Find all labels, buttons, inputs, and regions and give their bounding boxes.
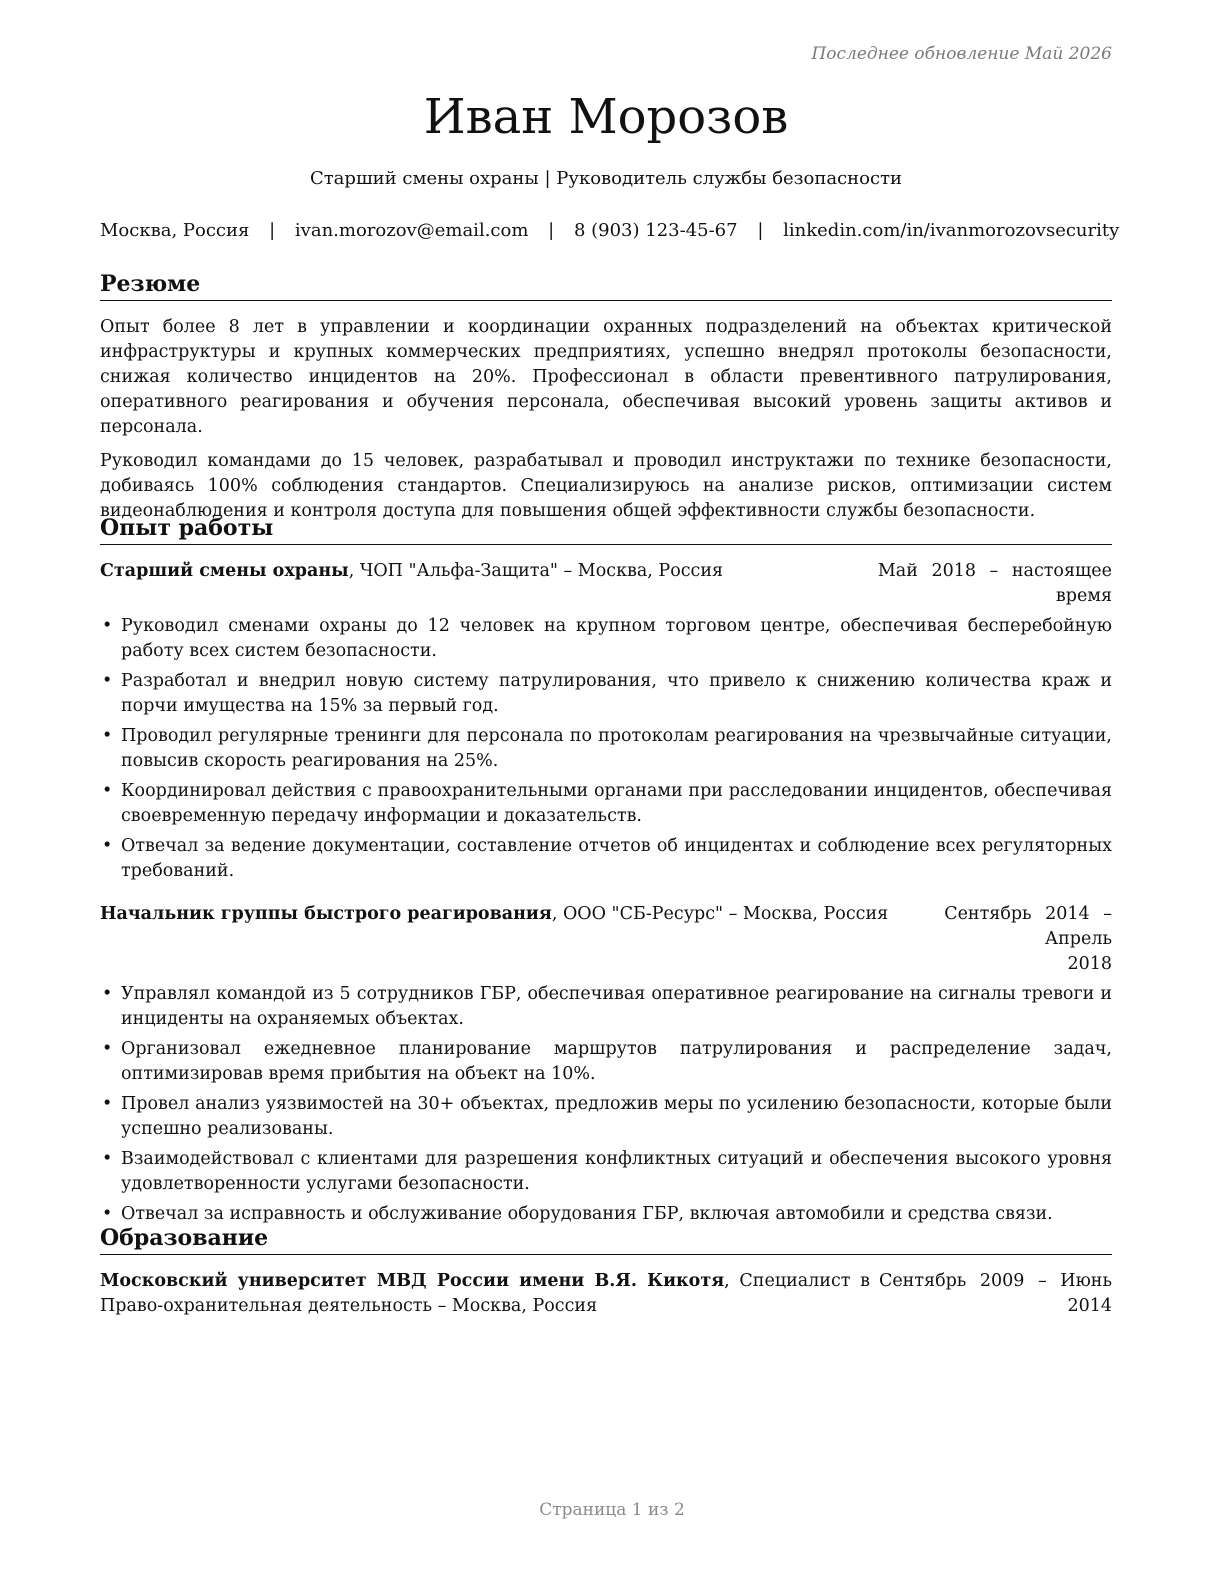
contact-location: Москва, Россия (100, 220, 250, 241)
job-entry (100, 902, 1112, 1227)
job-role-line (100, 559, 723, 609)
job-org: , ООО "СБ-Ресурс" – Москва, Россия (551, 904, 889, 924)
contact-linkedin[interactable]: linkedin.com/in/ivanmorozovsecurity (783, 220, 1120, 241)
candidate-subtitle: Старший смены охраны | Руководитель службы безопасности (309, 168, 903, 189)
job-dates (888, 902, 1112, 977)
page-number: Страница 1 из 2 (539, 1500, 685, 1520)
list-item: • Отвечал за ведение документации, составление отчетов об инцидентах и соблюдение всех регуляторных требований. (100, 834, 1112, 884)
job-role: Начальник группы быстрого реагирования (100, 904, 552, 924)
job-org: , ЧОП "Альфа-Защита" – Москва, Россия (348, 561, 724, 581)
education-school-line (100, 1269, 870, 1319)
list-item: • Руководил сменами охраны до 12 человек на крупном торговом центре, обеспечивая бесперебойную работу всех систем безопасности. (100, 614, 1112, 664)
summary-paragraph: Опыт более 8 лет в управлении и координации охранных подразделений на объектах критической инфраструктуры и крупных коммерческих предприятиях, успешно внедрял протоколы безопасности, снижая количество инцидентов на 20%. Профессионал в области превентивного патрулирования, оперативного реагирования и обучения персонала, обеспечивая высокий уровень защиты активов и персонала. (100, 317, 1112, 437)
contact-phone: 8 (903) 123-45-67 (573, 220, 738, 241)
job-dates-line: время (1055, 586, 1112, 606)
section-title-education: Образование (100, 1224, 1112, 1255)
education-school: Московский университет МВД России имени В.Я. Кикотя (100, 1271, 725, 1291)
job-dates-line: Май 2018 – настоящее (877, 561, 1112, 581)
list-item: • Проводил регулярные тренинги для персонала по протоколам реагирования на чрезвычайные ситуации, повысив скорость реагирования на 25%. (100, 724, 1112, 774)
education-dates-line: 2014 (1067, 1296, 1112, 1316)
contact-line (100, 218, 1120, 244)
summary-paragraph: Руководил командами до 15 человек, разрабатывал и проводил инструктажи по технике безопасности, добиваясь 100% соблюдения стандартов. Специализируюсь на анализе рисков, оптимизации систем видеонаблюдения и контроля доступа для повышения общей эффективности службы безопасности. (100, 451, 1112, 521)
education-degree: , Специалист в Право-охранительная деятельность – Москва, Россия (100, 1271, 870, 1316)
contact-separator: | (269, 220, 276, 241)
education-section (100, 1224, 1112, 1319)
job-bullets (100, 614, 1112, 884)
list-item: • Отвечал за исправность и обслуживание оборудования ГБР, включая автомобили и средства связи. (100, 1202, 1112, 1227)
list-item: • Координировал действия с правоохранительными органами при расследовании инцидентов, обеспечивая своевременную передачу информации и доказательств. (100, 779, 1112, 829)
job-role-line (100, 902, 888, 977)
education-dates (872, 1269, 1112, 1319)
candidate-name: Иван Морозов (423, 89, 789, 145)
job-header (100, 902, 1112, 977)
list-item: • Взаимодействовал с клиентами для разрешения конфликтных ситуаций и обеспечения высокого уровня удовлетворенности услугами безопасности. (100, 1147, 1112, 1197)
job-dates-line: Сентябрь 2014 – Апрель (944, 904, 1112, 949)
job-entry (100, 559, 1112, 884)
list-item: • Разработал и внедрил новую систему патрулирования, что привело к снижению количества краж и порчи имущества на 15% за первый год. (100, 669, 1112, 719)
contact-email[interactable]: ivan.morozov@email.com (294, 220, 529, 241)
contact-separator: | (757, 220, 764, 241)
job-role: Старший смены охраны (100, 561, 349, 581)
list-item: • Управлял командой из 5 сотрудников ГБР, обеспечивая оперативное реагирование на сигналы тревоги и инциденты на охраняемых объектах. (100, 982, 1112, 1032)
section-title-summary: Резюме (100, 270, 1112, 301)
job-dates (878, 559, 1112, 609)
summary-section (100, 270, 1112, 524)
experience-section (100, 514, 1112, 1232)
contact-separator: | (548, 220, 555, 241)
job-dates-line: 2018 (1067, 954, 1112, 974)
list-item: • Организовал ежедневное планирование маршрутов патрулирования и распределение задач, оптимизировав время прибытия на объект на 10%. (100, 1037, 1112, 1087)
last-updated-note: Последнее обновление Май 2026 (811, 44, 1112, 64)
job-bullets (100, 982, 1112, 1227)
job-header (100, 559, 1112, 609)
list-item: • Провел анализ уязвимостей на 30+ объектах, предложив меры по усилению безопасности, которые были успешно реализованы. (100, 1092, 1112, 1142)
education-dates-line: Сентябрь 2009 – Июнь (878, 1271, 1112, 1291)
section-title-experience: Опыт работы (100, 514, 1112, 545)
education-entry (100, 1269, 1112, 1319)
